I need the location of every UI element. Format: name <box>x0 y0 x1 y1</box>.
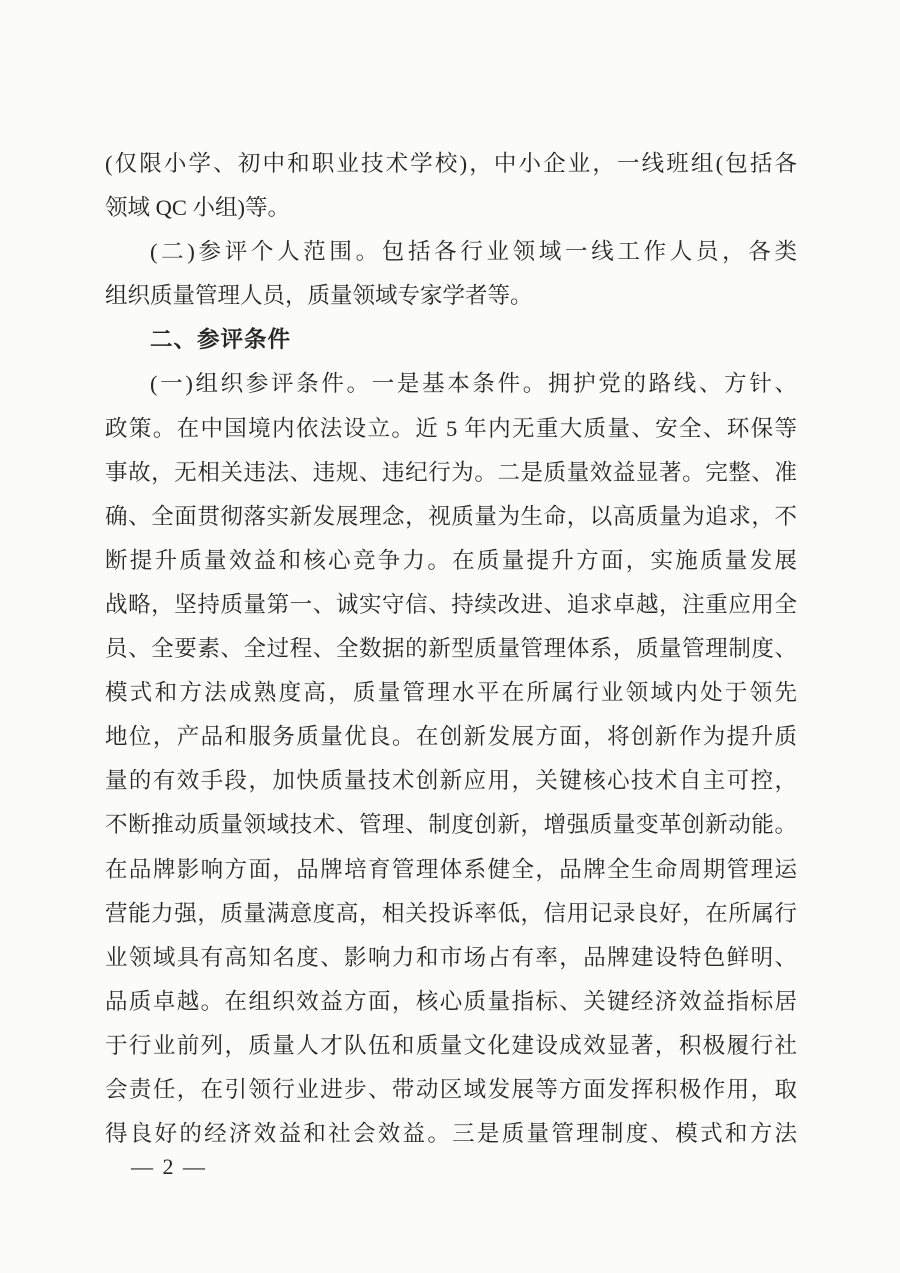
text-line: 得良好的经济效益和社会效益。三是质量管理制度、模式和方法 <box>105 1121 797 1147</box>
text-line: 员、全要素、全过程、全数据的新型质量管理体系，质量管理制度、 <box>105 636 797 662</box>
text-line: 战略，坚持质量第一、诚实守信、持续改进、追求卓越，注重应用全 <box>105 591 797 617</box>
text-line: 领域 QC 小组)等。 <box>105 195 290 221</box>
section-heading: 二、参评条件 <box>150 327 292 353</box>
page-number: — 2 — <box>131 1154 207 1179</box>
text-line: 会责任，在引领行业进步、带动区域发展等方面发挥积极作用，取 <box>105 1076 797 1102</box>
text-line: 政策。在中国境内依法设立。近 5 年内无重大质量、安全、环保等 <box>105 415 797 441</box>
text-line: 业领域具有高知名度、影响力和市场占有率，品牌建设特色鲜明、 <box>105 944 797 970</box>
document-body <box>105 142 797 1156</box>
text-line: 品质卓越。在组织效益方面，核心质量指标、关键经济效益指标居 <box>105 988 797 1014</box>
text-line: 量的有效手段，加快质量技术创新应用，关键核心技术自主可控， <box>105 768 797 794</box>
text-line: 不断推动质量领域技术、管理、制度创新，增强质量变革创新动能。 <box>105 812 797 838</box>
text-line: 事故，无相关违法、违规、违纪行为。二是质量效益显著。完整、准 <box>105 459 797 485</box>
text-line: 断提升质量效益和核心竞争力。在质量提升方面，实施质量发展 <box>105 547 797 573</box>
text-line: 在品牌影响方面，品牌培育管理体系健全，品牌全生命周期管理运 <box>105 856 797 882</box>
text-line: 地位，产品和服务质量优良。在创新发展方面，将创新作为提升质 <box>105 724 797 750</box>
text-line: 于行业前列，质量人才队伍和质量文化建设成效显著，积极履行社 <box>105 1032 797 1058</box>
text-line: 营能力强，质量满意度高，相关投诉率低，信用记录良好，在所属行 <box>105 900 797 926</box>
text-line: (仅限小学、初中和职业技术学校)，中小企业，一线班组(包括各 <box>105 151 797 176</box>
text-line: 组织质量管理人员，质量领域专家学者等。 <box>105 283 533 309</box>
text-line: 模式和方法成熟度高，质量管理水平在所属行业领域内处于领先 <box>105 680 797 706</box>
text-line: (一)组织参评条件。一是基本条件。拥护党的路线、方针、 <box>150 371 797 397</box>
text-line: 确、全面贯彻落实新发展理念，视质量为生命，以高质量为追求，不 <box>105 503 797 529</box>
text-line: (二)参评个人范围。包括各行业领域一线工作人员，各类 <box>150 239 797 265</box>
